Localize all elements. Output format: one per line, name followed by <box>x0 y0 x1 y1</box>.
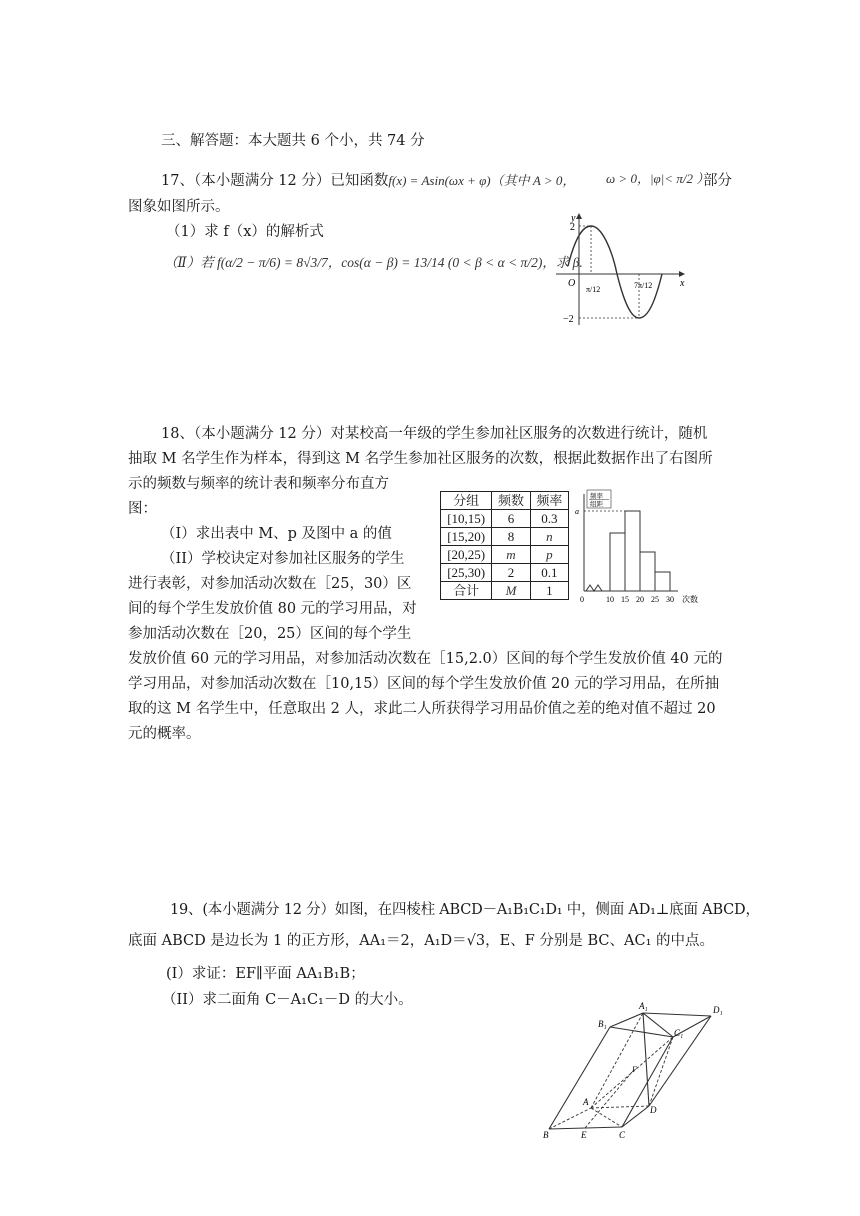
graph-tick2-label: 7π/12 <box>634 281 653 290</box>
hist-a-label: a <box>575 507 579 516</box>
graph-tick1-label: π/12 <box>586 285 601 294</box>
table-header-cell: 频率 <box>530 492 568 510</box>
hist-bar-25-30 <box>655 572 670 591</box>
table-row <box>441 528 569 546</box>
q17-intro-prefix: 17、（本小题满分 12 分）已知函数 <box>161 173 389 189</box>
q18-line4: 图： <box>128 501 157 517</box>
label-D1: D₁ <box>713 1005 723 1015</box>
q18-part2-line7: 取的这 M 名学生中，任意取出 2 人，求此二人所获得学习用品价值之差的绝对值不超过 20 <box>128 701 716 717</box>
q17-intro <box>161 168 575 194</box>
table-cell: p <box>530 546 568 564</box>
table-cell: [20,25) <box>441 546 492 564</box>
hist-xtick: 15 <box>621 595 629 604</box>
hist-xtick: 30 <box>666 595 674 604</box>
graph-origin-label: O <box>568 278 576 289</box>
graph-x-label: x <box>680 278 685 289</box>
hist-xunit: 次数 <box>682 595 698 604</box>
hist-ylabel-top: 频率 <box>590 493 603 500</box>
table-row <box>441 510 569 528</box>
q18-line1: 18、（本小题满分 12 分）对某校高一年级的学生参加社区服务的次数进行统计，随机 <box>161 426 708 442</box>
q18-part2-line8: 元的概率。 <box>128 726 201 742</box>
hist-xtick: 10 <box>606 595 614 604</box>
table-header-cell: 频数 <box>492 492 530 510</box>
table-cell: 合计 <box>441 582 492 600</box>
q18-part2-line6: 学习用品，对参加活动次数在［10,15）区间的每个学生发放价值 20 元的学习用品，在所抽 <box>128 676 720 692</box>
table-cell: [10,15) <box>441 510 492 528</box>
table-row <box>441 564 569 582</box>
graph-y-label: y <box>571 213 576 224</box>
table-cell: m <box>492 546 530 564</box>
label-C: C <box>619 1130 626 1140</box>
table-cell: [15,20) <box>441 528 492 546</box>
q19-line2: 底面 ABCD 是边长为 1 的正方形，AA₁＝2，A₁D＝√3，E、F 分别是 BC、AC₁ 的中点。 <box>128 933 715 949</box>
table-cell: 6 <box>492 510 530 528</box>
table-cell: M <box>492 582 530 600</box>
q18-line2: 抽取 M 名学生作为样本，得到这 M 名学生参加社区服务的次数，根据此数据作出了右图所 <box>128 451 713 467</box>
table-row <box>441 582 569 600</box>
q18-part1: （I）求出表中 M、p 及图中 a 的值 <box>161 526 392 542</box>
table-cell: n <box>530 528 568 546</box>
q17-formula-cond: ω > 0，|φ|< π/2 ） <box>606 171 710 186</box>
table-cell: [25,30) <box>441 564 492 582</box>
q19-part2: （II）求二面角 C－A₁C₁－D 的大小。 <box>162 992 413 1008</box>
table-cell: 0.1 <box>530 564 568 582</box>
axis-break-icon <box>586 585 602 591</box>
q18-part2-line4: 参加活动次数在［20，25）区间的每个学生 <box>128 626 412 642</box>
table-cell: 0.3 <box>530 510 568 528</box>
q18-part2-line5: 发放价值 60 元的学习用品，对参加活动次数在［15,2.0）区间的每个学生发放价值 40 元的 <box>128 651 723 667</box>
sine-curve <box>568 226 662 318</box>
q17-sine-graph <box>556 210 692 328</box>
table-cell: 8 <box>492 528 530 546</box>
q17-part2: （Ⅱ）若 f(α/2 − π/6) = 8√3/7，cos(α − β) = 13/14 (0 < β < α < π/2)，求 β. <box>164 255 583 270</box>
graph-y-top-label: 2 <box>570 222 575 233</box>
table-row <box>441 546 569 564</box>
hist-bar-20-25 <box>640 552 655 591</box>
q19-line1: 19、(本小题满分 12 分）如图，在四棱柱 ABCD－A₁B₁C₁D₁ 中，侧面 AD₁⊥底面 ABCD， <box>170 902 760 918</box>
table-cell: 2 <box>492 564 530 582</box>
hist-bar-10-15 <box>610 533 625 591</box>
table-header-cell: 分组 <box>441 492 492 510</box>
section-heading: 三、解答题：本大题共 6 个小，共 74 分 <box>161 133 425 149</box>
q17-intro-suffix: 部分 <box>703 173 732 189</box>
q18-part2-line3: 间的每个学生发放价值 80 元的学习用品，对 <box>128 601 417 617</box>
label-E: E <box>581 1130 587 1140</box>
table-cell: 1 <box>530 582 568 600</box>
hist-bar-15-20 <box>625 511 640 591</box>
q17-line2: 图象如图所示。 <box>128 199 230 215</box>
q18-part2-line2: 进行表彰，对参加活动次数在［25，30）区 <box>128 576 412 592</box>
hist-xtick: 0 <box>580 595 584 604</box>
label-B: B <box>543 1130 549 1140</box>
graph-y-bottom-label: −2 <box>563 314 574 325</box>
q17-part1: （1）求 f（x）的解析式 <box>166 224 324 240</box>
hist-xtick: 20 <box>636 595 644 604</box>
label-C1: C₁ <box>674 1028 684 1038</box>
hist-xtick: 25 <box>651 595 659 604</box>
q19-prism-figure <box>538 1000 738 1140</box>
label-A: A <box>583 1097 589 1107</box>
label-D: D <box>650 1105 657 1115</box>
frequency-table <box>440 491 569 600</box>
q17-formula-func: f(x) = Asin(ωx + φ)（其中 A > 0， <box>388 173 576 188</box>
q19-part1: (I）求证：EF∥平面 AA₁B₁B； <box>166 966 365 982</box>
label-F: F <box>632 1065 637 1074</box>
label-B1: B₁ <box>598 1019 607 1029</box>
q18-part2-line1: （II）学校诀定对参加社区服务的学生 <box>161 551 405 567</box>
frequency-histogram <box>574 488 714 606</box>
label-A1: A₁ <box>639 1001 648 1011</box>
q18-line3: 示的频数与频率的统计表和频率分布直方 <box>128 476 389 492</box>
hist-ylabel-bottom: 组距 <box>590 501 603 508</box>
table-header-row <box>441 492 569 510</box>
